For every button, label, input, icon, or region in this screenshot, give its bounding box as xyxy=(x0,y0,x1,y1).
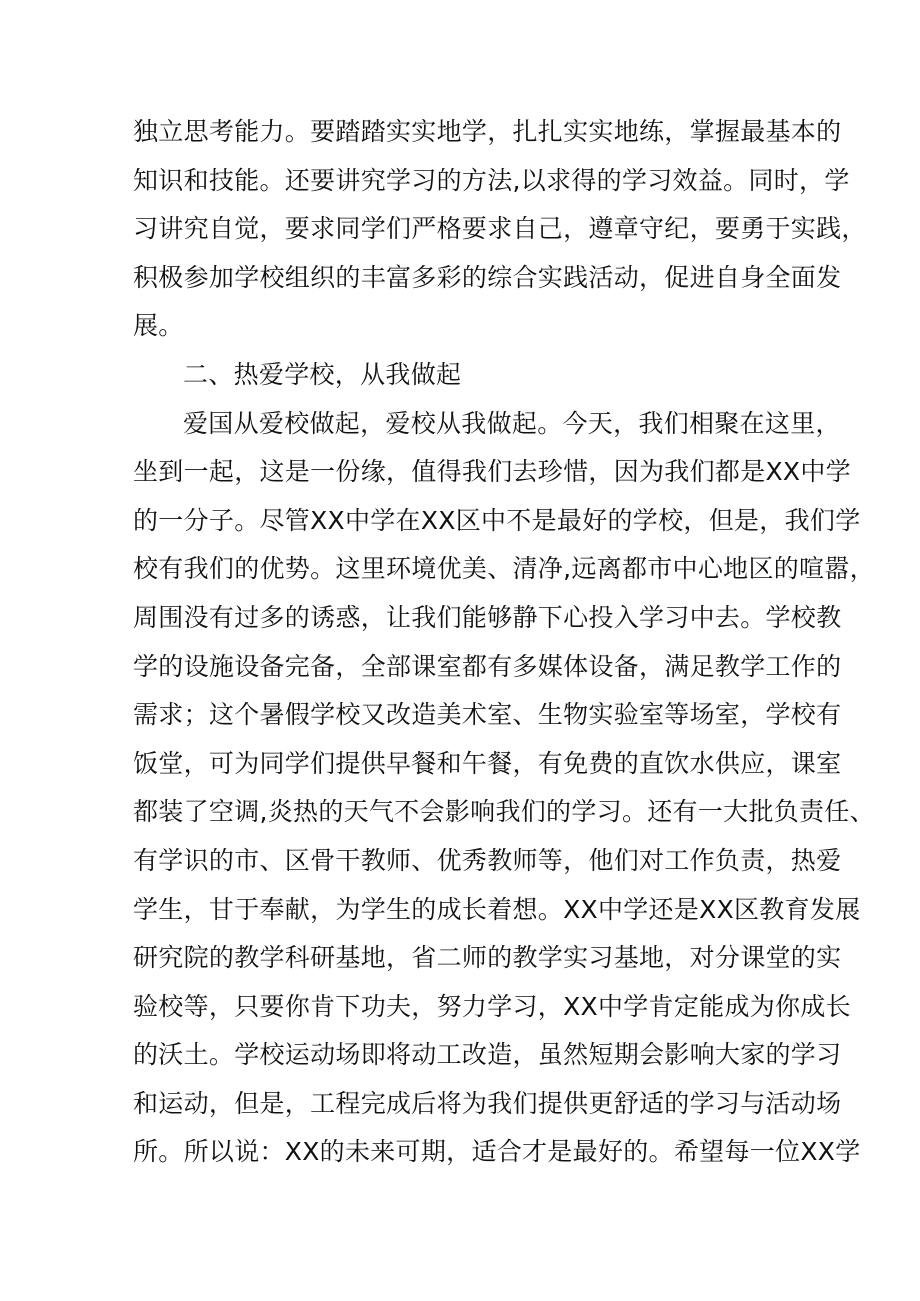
text-line: 都装了空调,炎热的天气不会影响我们的学习。还有一大批负责任、 xyxy=(133,797,875,827)
text-line: 研究院的教学科研基地，省二师的教学实习基地，对分课堂的实 xyxy=(133,943,842,973)
paragraph-start-line: 爱国从爱校做起，爱校从我做起。今天，我们相聚在这里， xyxy=(183,408,841,438)
text-line: 展。 xyxy=(133,311,184,341)
text-line: 的沃土。学校运动场即将动工改造，虽然短期会影响大家的学习 xyxy=(133,1040,842,1070)
text-line: 所。所以说：XX的未来可期，适合才是最好的。希望每一位XX学 xyxy=(133,1137,861,1167)
text-line: 的一分子。尽管XX中学在XX区中不是最好的学校，但是，我们学 xyxy=(133,505,861,535)
text-line: 周围没有过多的诱惑，让我们能够静下心投入学习中去。学校教 xyxy=(133,602,842,632)
text-line: 独立思考能力。要踏踏实实地学，扎扎实实地练，掌握最基本的 xyxy=(133,117,842,146)
text-line: 饭堂，可为同学们提供早餐和午餐，有免费的直饮水供应，课室 xyxy=(133,748,842,778)
text-line: 需求；这个暑假学校又改造美术室、生物实验室等场室，学校有 xyxy=(133,700,842,730)
text-line: 和运动，但是，工程完成后将为我们提供更舒适的学习与活动场 xyxy=(133,1088,842,1118)
text-line: 学生，甘于奉献，为学生的成长着想。XX中学还是XX区教育发展 xyxy=(133,894,861,924)
text-line: 有学识的市、区骨干教师、优秀教师等，他们对工作负责，热爱 xyxy=(133,845,842,875)
text-line: 知识和技能。还要讲究学习的方法,以求得的学习效益。同时，学 xyxy=(133,165,850,195)
text-line: 校有我们的优势。这里环境优美、清净,远离都市中心地区的喧嚣， xyxy=(133,554,875,584)
text-line: 验校等，只要你肯下功夫，努力学习，XX中学肯定能成为你成长 xyxy=(133,991,851,1021)
paragraph-start-line: 二、热爱学校，从我做起 xyxy=(183,359,462,389)
body-text xyxy=(133,108,875,1177)
text-line: 积极参加学校组织的丰富多彩的综合实践活动，促进自身全面发 xyxy=(133,262,842,292)
text-line: 坐到一起，这是一份缘，值得我们去珍惜，因为我们都是XX中学 xyxy=(133,457,851,487)
text-line: 习讲究自觉，要求同学们严格要求自己，遵章守纪，要勇于实践， xyxy=(133,214,867,244)
text-line: 学的设施设备完备，全部课室都有多媒体设备，满足教学工作的 xyxy=(133,651,842,681)
